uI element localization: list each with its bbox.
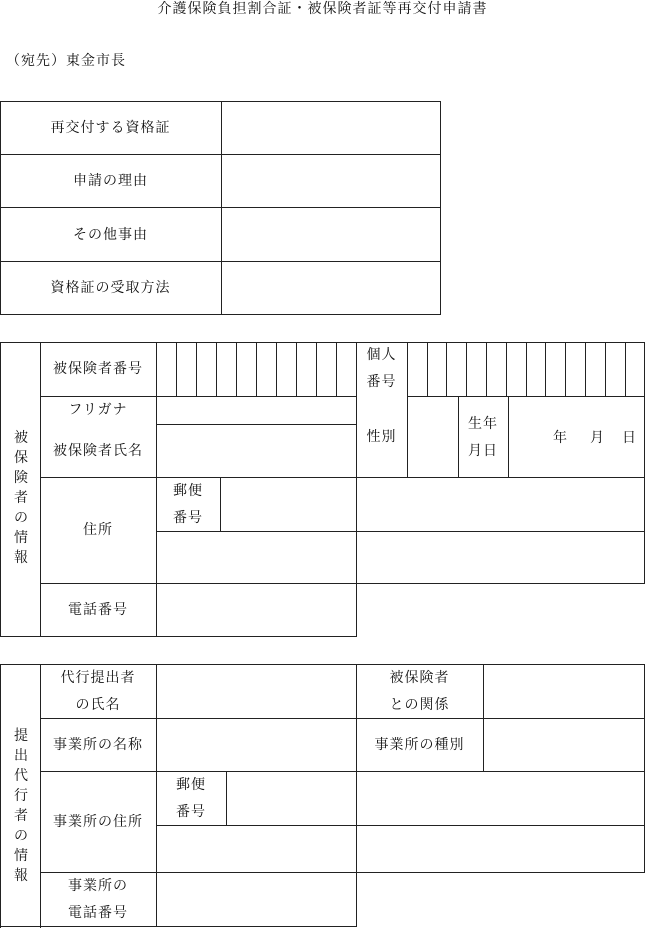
addressee: （宛先）東金市長 [6,53,126,69]
office-address-field[interactable] [157,826,644,872]
relation-label-2: との関係 [389,697,450,713]
postal-code-field[interactable] [221,478,356,531]
insured-section-label: 被保険者の情報 [14,430,28,566]
agent-postal-code-field[interactable] [227,772,356,825]
agent-name-label-2: の氏名 [75,697,121,713]
office-phone-label-1: 事業所の [68,878,128,894]
furigana-label: フリガナ [68,402,128,418]
office-name-field[interactable] [157,719,356,771]
relation-field[interactable] [484,665,644,718]
office-type-label: 事業所の種別 [374,737,465,753]
address-field[interactable] [157,532,644,583]
birth-date-field[interactable] [509,397,644,477]
office-phone-label-2: 電話番号 [68,905,128,921]
birth-label-1: 生年 [468,416,498,432]
reason-label: 申請の理由 [73,173,148,189]
postal-label-2: 番号 [173,510,203,526]
receipt-method-label: 資格証の受取方法 [50,280,171,296]
address-label: 住所 [83,522,113,538]
agent-postal-label-2: 番号 [176,804,206,820]
agent-name-field[interactable] [157,665,356,718]
office-address-label: 事業所の住所 [53,814,143,830]
birth-month-unit: 月 [590,430,605,446]
reissue-certificate-label: 再交付する資格証 [50,120,171,136]
agent-name-label-1: 代行提出者 [60,670,136,686]
insured-number-label: 被保険者番号 [53,361,143,377]
sex-field[interactable] [408,397,458,477]
office-name-label: 事業所の名称 [53,737,143,753]
other-reason-field[interactable] [222,208,440,261]
sex-label: 性別 [366,429,397,445]
personal-number-label-2: 番号 [366,374,397,390]
agent-section-label: 提出代行者の情報 [14,728,28,884]
receipt-method-field[interactable] [222,262,440,314]
reissue-certificate-field[interactable] [222,102,440,154]
postal-label-1: 郵便 [173,483,203,499]
birth-day-unit: 日 [622,430,637,446]
birth-label-2: 月日 [468,443,498,459]
form-title: 介護保険負担割合証・被保険者証等再交付申請書 [157,1,488,17]
birth-year-unit: 年 [553,430,568,446]
office-phone-field[interactable] [157,873,356,926]
insured-name-label: 被保険者氏名 [53,443,143,459]
reason-field[interactable] [222,155,440,207]
office-type-field[interactable] [484,719,644,771]
insured-name-field[interactable] [157,425,356,477]
other-reason-label: その他事由 [73,227,148,243]
personal-number-label-1: 個人 [366,347,397,363]
furigana-field[interactable] [157,397,356,424]
phone-field[interactable] [157,584,356,636]
agent-postal-label-1: 郵便 [176,777,206,793]
relation-label-1: 被保険者 [389,670,450,686]
phone-label: 電話番号 [68,602,128,618]
